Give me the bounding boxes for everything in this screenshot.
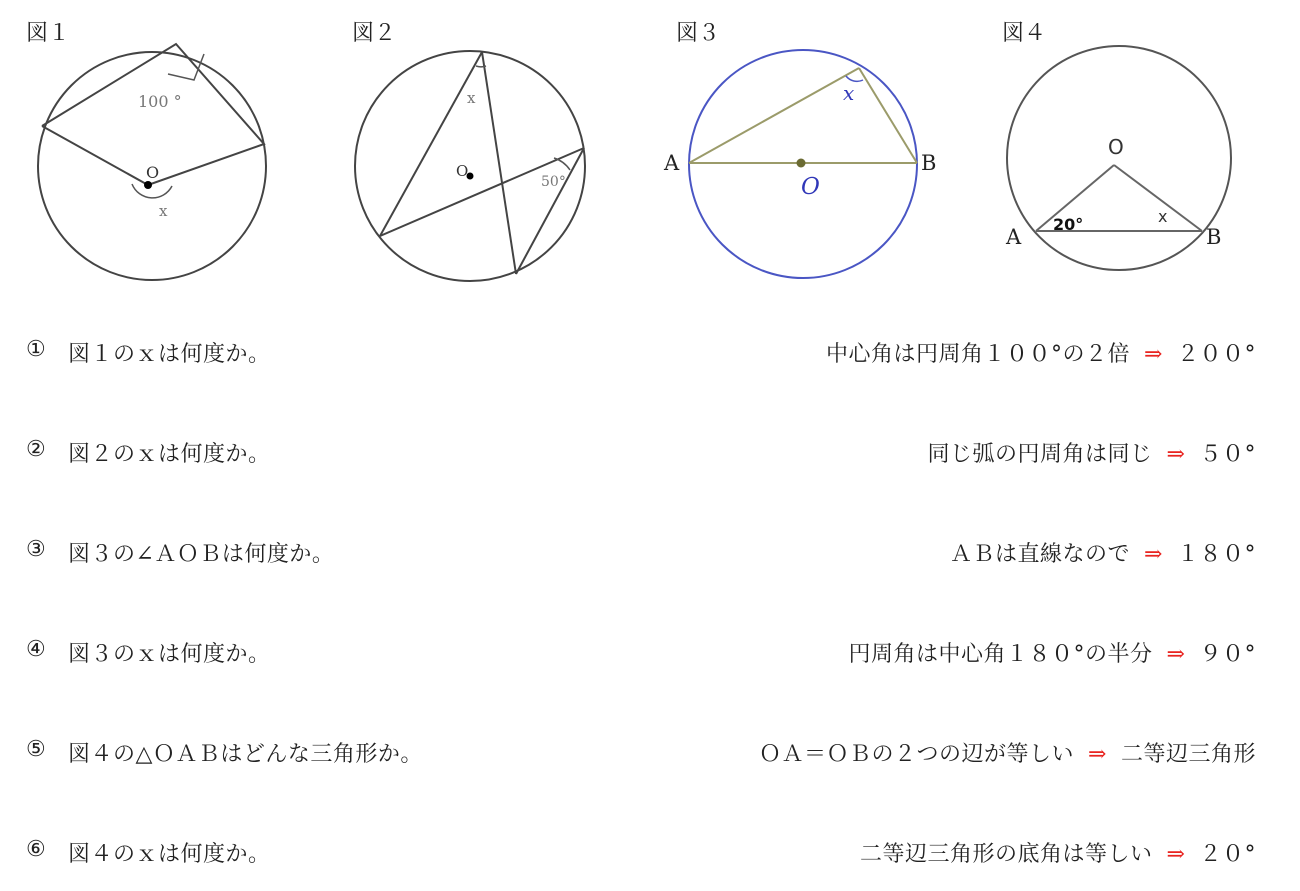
question-text: 図１のｘは何度か。 <box>68 342 271 367</box>
figure-3-chord-b <box>859 68 917 163</box>
answer-block <box>950 537 1256 568</box>
figure-3-point-a: A <box>664 151 680 175</box>
figure-2-x-label: x <box>467 89 476 107</box>
question-row <box>0 337 1300 377</box>
figure-3-center-label: O <box>801 174 820 200</box>
question-row <box>0 537 1300 577</box>
figure-2 <box>350 40 595 292</box>
figure-1-angle-label: 100 ° <box>138 92 182 111</box>
answer-value: ５０° <box>1199 442 1256 467</box>
answer-value: ２０° <box>1199 842 1256 867</box>
figure-1-center-dot <box>144 181 152 189</box>
figure-3 <box>660 40 950 290</box>
figure-2-circle <box>355 51 585 281</box>
figure-4-center-label: O <box>1108 135 1124 159</box>
question-number: ③ <box>26 537 46 562</box>
figure-2-chord-2 <box>482 52 516 274</box>
answer-block <box>826 337 1256 368</box>
question-number: ① <box>26 337 46 362</box>
answer-block <box>860 837 1256 868</box>
figure-1-center-label: O <box>146 163 160 182</box>
figure-3-diagram <box>660 40 950 290</box>
figure-2-x-arc <box>476 66 486 67</box>
figure-2-chord-3 <box>380 148 584 236</box>
answer-reason: ＡＢは直線なので <box>950 542 1131 567</box>
question-row <box>0 637 1300 677</box>
figure-4-point-b: B <box>1206 225 1222 249</box>
arrow-icon: ⇒ <box>1144 342 1163 367</box>
answer-value: ９０° <box>1199 642 1256 667</box>
figure-2-chord-4 <box>516 148 584 274</box>
figure-4-diagram <box>1000 40 1245 280</box>
figure-1-label: 図１ <box>26 21 71 46</box>
answer-block <box>849 637 1256 668</box>
answer-reason: ＯＡ＝ＯＢの２つの辺が等しい <box>759 742 1075 767</box>
question-number: ⑥ <box>26 837 46 862</box>
figure-2-label: 図２ <box>352 21 397 46</box>
figure-1-diagram <box>26 40 281 302</box>
arrow-icon: ⇒ <box>1166 842 1186 867</box>
question-number: ④ <box>26 637 46 662</box>
figure-4 <box>1000 40 1245 280</box>
answer-reason: 中心角は円周角１００°の２倍 <box>826 342 1131 367</box>
answer-reason: 同じ弧の円周角は同じ <box>927 442 1153 467</box>
answer-reason: 二等辺三角形の底角は等しい <box>860 842 1153 867</box>
figure-2-angle-label: 50° <box>541 174 566 190</box>
figure-3-center-dot <box>797 159 806 168</box>
arrow-icon: ⇒ <box>1144 542 1163 567</box>
figure-1 <box>26 40 281 302</box>
arrow-icon: ⇒ <box>1166 442 1186 467</box>
figure-2-center-label: O <box>456 162 469 180</box>
answer-value: 二等辺三角形 <box>1120 742 1256 767</box>
answer-value: ２００° <box>1176 342 1256 367</box>
question-text: 図３のｘは何度か。 <box>68 642 271 667</box>
question-text: 図２のｘは何度か。 <box>68 442 271 467</box>
figure-3-label: 図３ <box>676 21 721 46</box>
figure-1-center-arc <box>132 184 172 198</box>
question-number: ⑤ <box>26 737 46 762</box>
figure-3-x-label: x <box>843 81 855 105</box>
figure-3-point-b: B <box>921 151 937 175</box>
question-row <box>0 737 1300 777</box>
answer-block <box>759 737 1256 768</box>
question-number: ② <box>26 437 46 462</box>
answer-value: １８０° <box>1176 542 1256 567</box>
arrow-icon: ⇒ <box>1088 742 1107 767</box>
figure-4-label: 図４ <box>1002 21 1047 46</box>
figure-3-chord-a <box>689 68 859 163</box>
answer-block <box>928 437 1256 468</box>
figure-4-angle-label: 20° <box>1053 215 1084 234</box>
figure-1-x-label: x <box>159 202 168 220</box>
figure-4-point-a: A <box>1006 225 1022 249</box>
arrow-icon: ⇒ <box>1166 642 1186 667</box>
question-text: 図４のｘは何度か。 <box>68 842 271 867</box>
question-row <box>0 837 1300 877</box>
question-text: 図３の∠ＡＯＢは何度か。 <box>68 542 335 567</box>
figure-4-x-label: x <box>1158 207 1168 226</box>
question-text: 図４の△ＯＡＢはどんな三角形か。 <box>68 742 423 767</box>
answer-reason: 円周角は中心角１８０°の半分 <box>848 642 1153 667</box>
question-row <box>0 437 1300 477</box>
figure-2-diagram <box>350 40 595 292</box>
